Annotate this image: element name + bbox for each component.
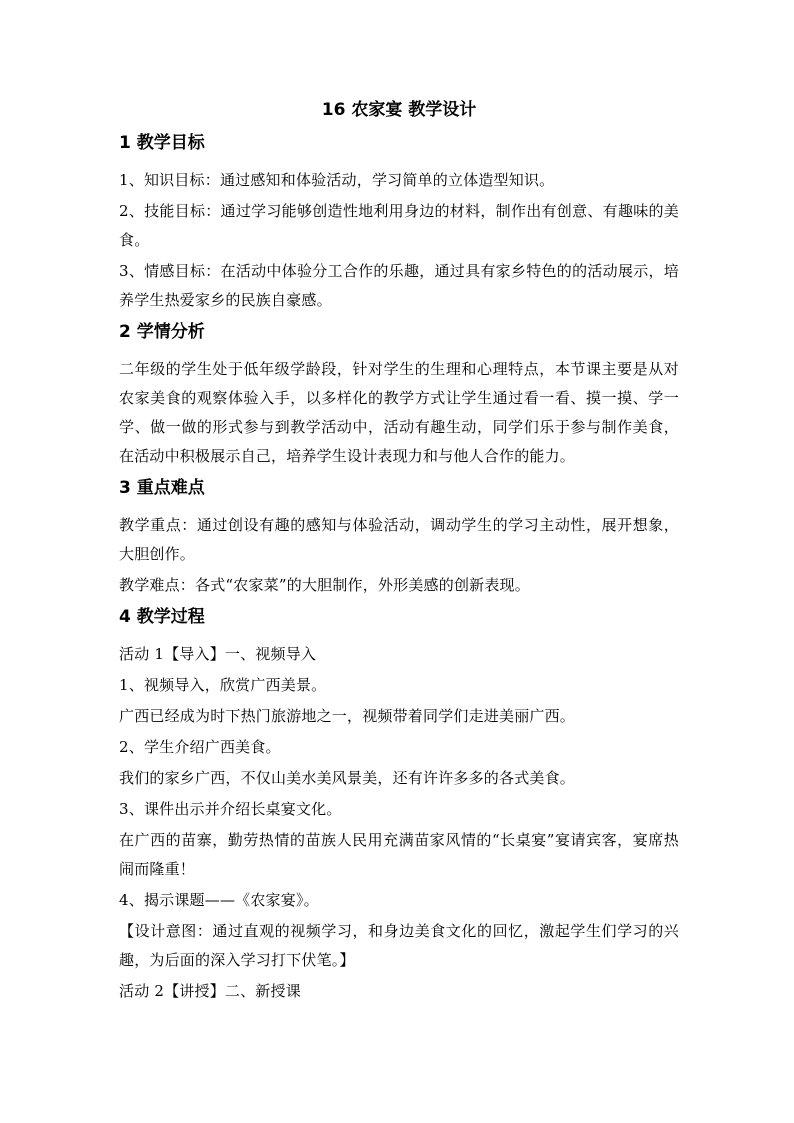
difficult-point: 教学难点：各式“农家菜”的大胆制作，外形美感的创新表现。 xyxy=(119,576,530,594)
activity-1-title: 活动 1【导入】一、视频导入 xyxy=(119,645,317,663)
process-step: 4、揭示课题——《农家宴》。 xyxy=(119,891,319,909)
objective-knowledge: 1、知识目标：通过感知和体验活动，学习简单的立体造型知识。 xyxy=(119,171,555,189)
process-text: 广西已经成为时下热门旅游地之一，视频带着同学们走进美丽广西。 xyxy=(119,707,576,725)
process-step: 3、课件出示并介绍长桌宴文化。 xyxy=(119,800,342,818)
section-heading-analysis: 2 学情分析 xyxy=(119,322,205,342)
document-body xyxy=(119,98,679,1008)
objective-skill: 2、技能目标：通过学习能够创造性地利用身边的材料，制作出有创意、有趣味的美食。 xyxy=(119,202,679,249)
design-intent: 【设计意图：通过直观的视频学习，和身边美食文化的回忆，激起学生们学习的兴趣，为后面的深入学习打下伏笔。】 xyxy=(119,922,679,969)
process-text: 在广西的苗寨，勤劳热情的苗族人民用充满苗家风情的“长桌宴”宴请宾客，宴席热闹而隆重！ xyxy=(119,831,679,878)
section-heading-objectives: 1 教学目标 xyxy=(119,133,205,153)
objective-emotion: 3、情感目标：在活动中体验分工合作的乐趣，通过具有家乡特色的的活动展示，培养学生热爱家乡的民族自豪感。 xyxy=(119,262,679,309)
section-heading-process: 4 教学过程 xyxy=(119,607,205,627)
analysis-paragraph: 二年级的学生处于低年级学龄段，针对学生的生理和心理特点，本节课主要是从对农家美食的观察体验入手，以多样化的教学方式让学生通过看一看、摸一摸、学一学、做一做的形式参与到教学活动中，活动有趣生动，同学们乐于参与制作美食，在活动中积极展示自己，培养学生设计表现力和与他人合作的能力。 xyxy=(119,360,679,465)
section-heading-key-points: 3 重点难点 xyxy=(119,478,205,498)
document-title: 16 农家宴 教学设计 xyxy=(321,100,477,120)
process-step: 1、视频导入，欣赏广西美景。 xyxy=(119,676,327,694)
process-step: 2、学生介绍广西美食。 xyxy=(119,738,281,756)
key-point: 教学重点：通过创设有趣的感知与体验活动，调动学生的学习主动性，展开想象，大胆创作。 xyxy=(119,516,679,563)
process-text: 我们的家乡广西，不仅山美水美风景美，还有许许多多的各式美食。 xyxy=(119,769,576,787)
activity-2-title: 活动 2【讲授】二、新授课 xyxy=(119,982,301,1000)
